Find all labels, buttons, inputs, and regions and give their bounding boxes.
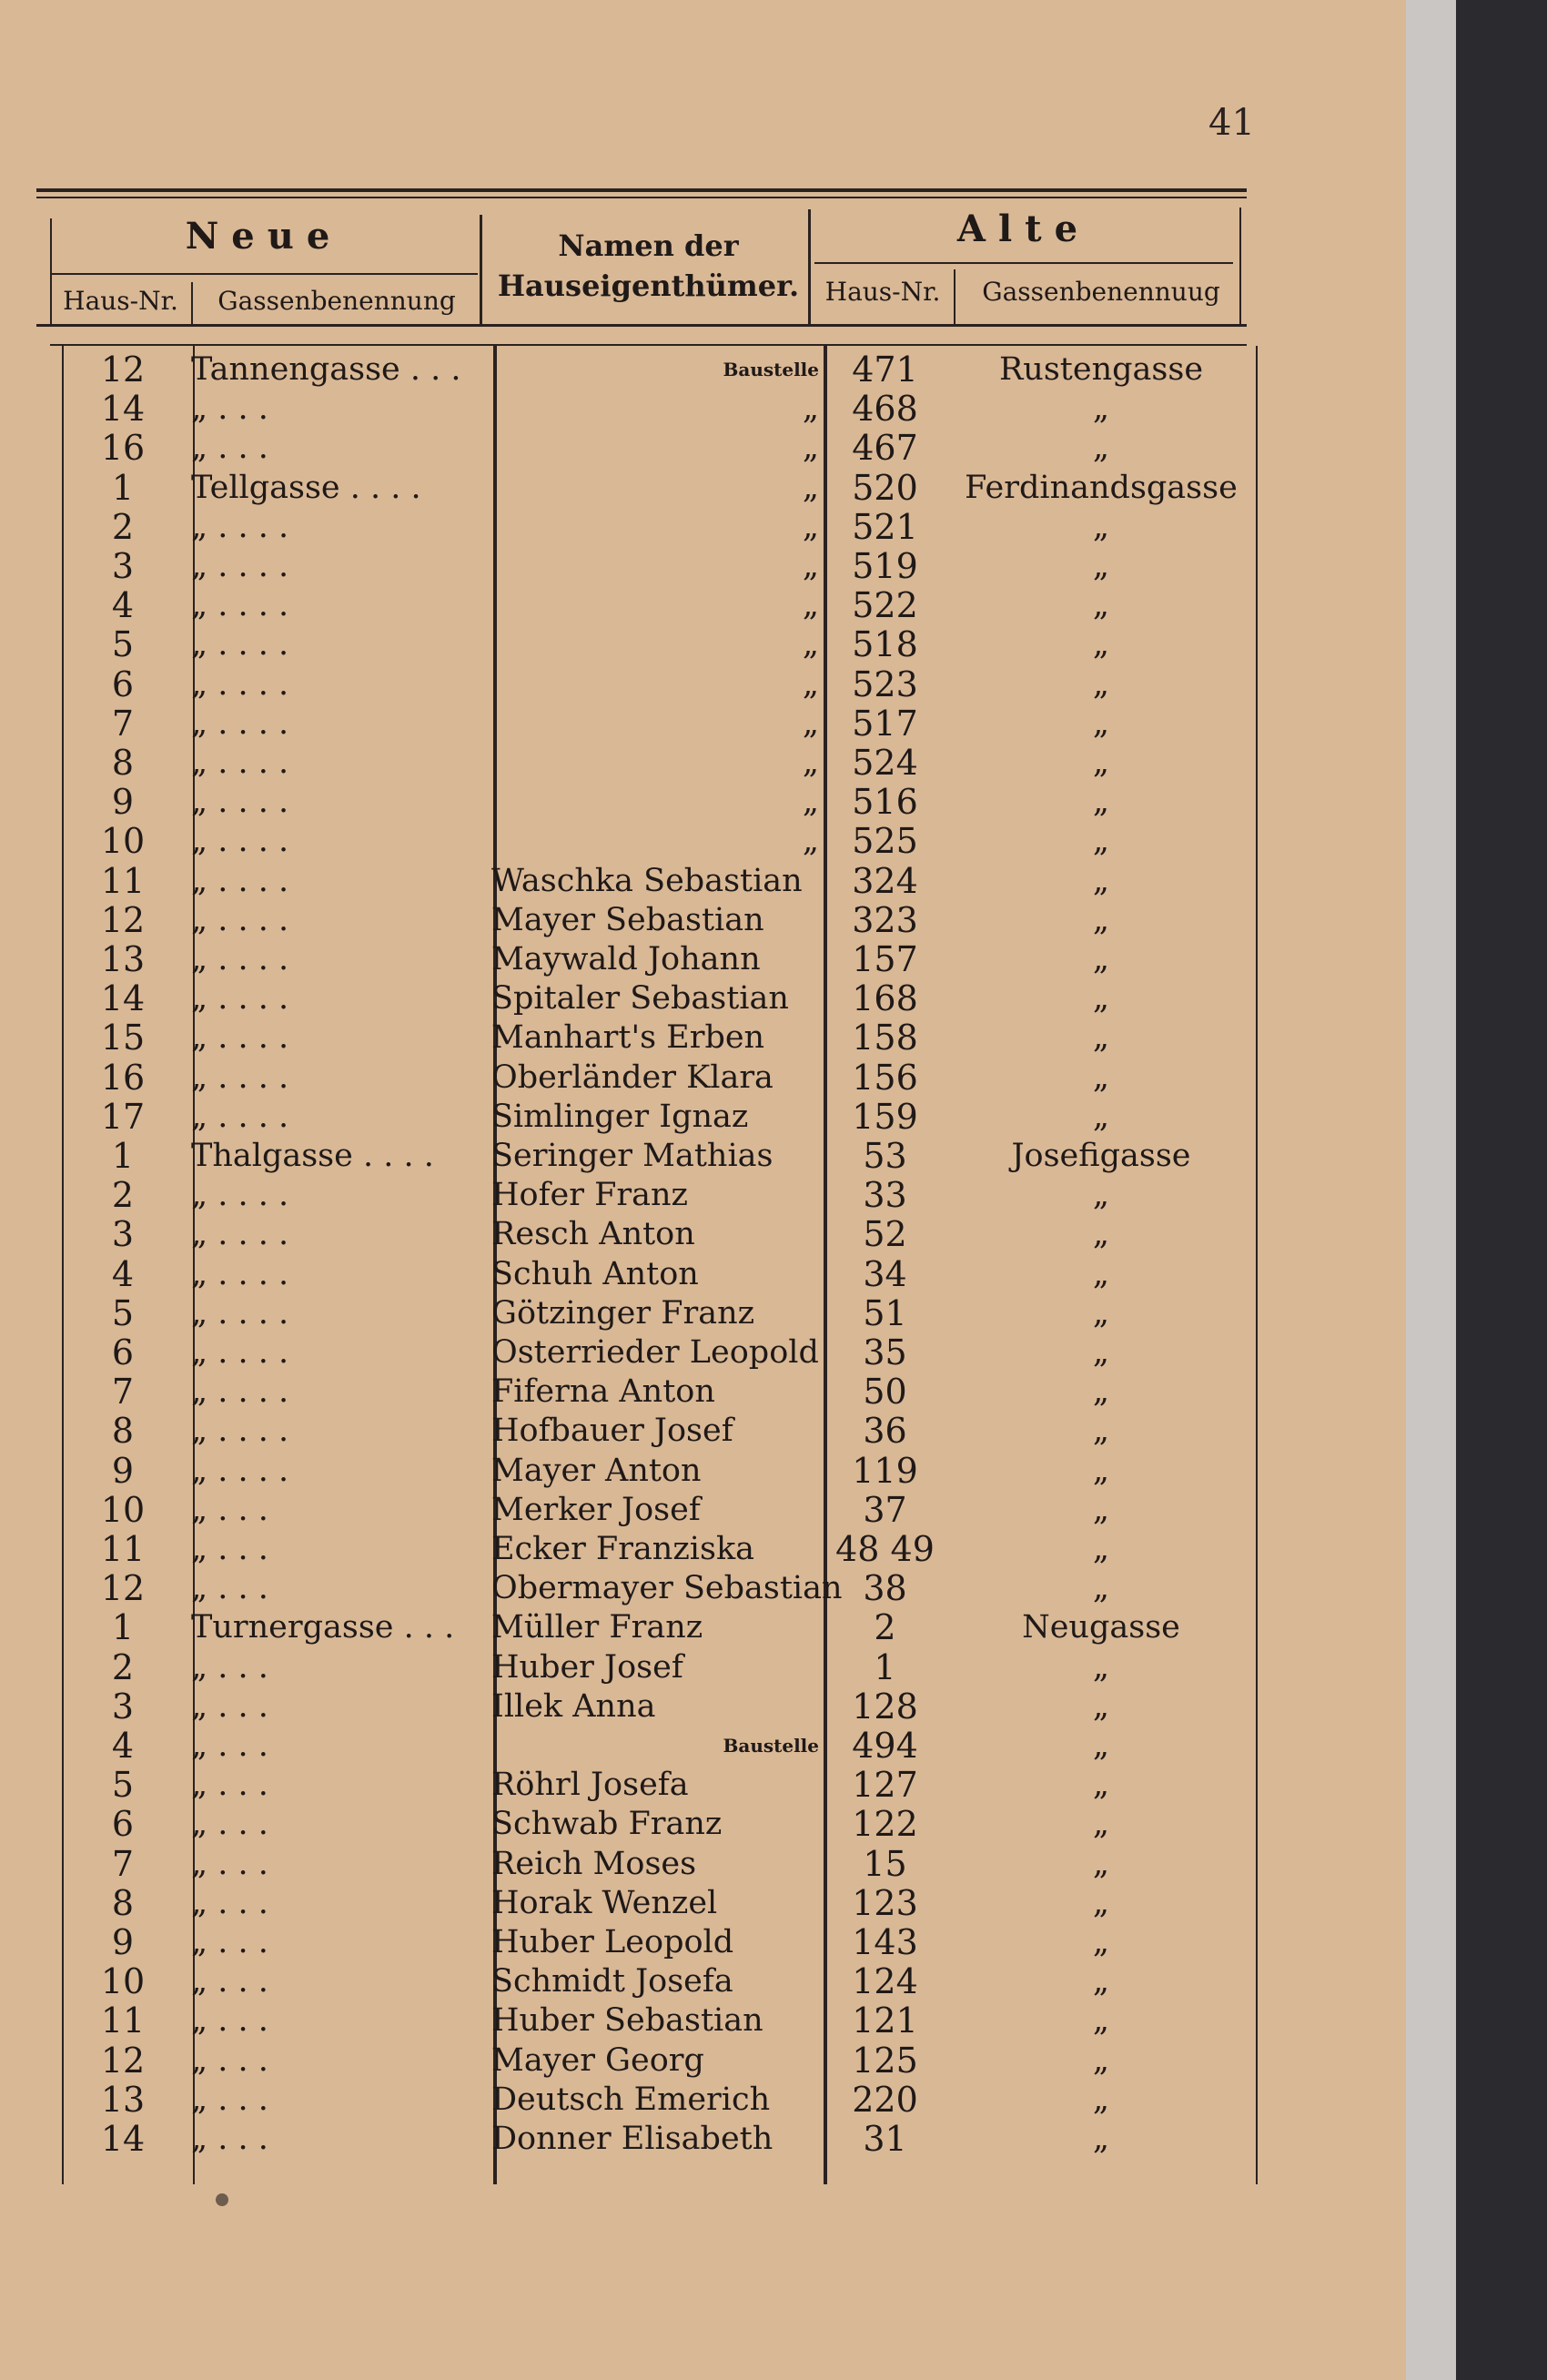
old-house-number: 517 bbox=[852, 703, 918, 744]
new-house-number: 10 bbox=[100, 1961, 146, 2002]
old-street-name: Josefigasse bbox=[1011, 1138, 1191, 1174]
header-neue-gasse: Gassenbenennung bbox=[217, 286, 456, 316]
owner-name: Hofbauer Josef bbox=[491, 1413, 733, 1450]
old-street-name: „ bbox=[1092, 626, 1110, 663]
new-street-name: „ . . . . bbox=[191, 1058, 289, 1096]
header-alte: Alte bbox=[956, 208, 1091, 250]
owner-name: „ bbox=[802, 508, 819, 545]
new-house-number: 11 bbox=[100, 2000, 146, 2041]
table-row bbox=[0, 1255, 1406, 1294]
new-street-name: „ . . . bbox=[191, 1884, 268, 1921]
old-street-name: „ bbox=[1092, 901, 1110, 938]
owner-name: Mayer Anton bbox=[491, 1452, 702, 1489]
header-neue-hausnr: Haus-Nr. bbox=[63, 286, 178, 316]
header-alte-gasse: Gassenbenennuug bbox=[982, 277, 1220, 307]
table-row bbox=[0, 862, 1406, 901]
table-row bbox=[0, 1648, 1406, 1687]
owner-name: Mayer Sebastian bbox=[491, 901, 764, 938]
new-street-name: „ . . . bbox=[191, 2041, 268, 2079]
table-row bbox=[0, 1530, 1406, 1569]
old-street-name: „ bbox=[1092, 1373, 1110, 1411]
table-row bbox=[0, 2120, 1406, 2159]
table-row bbox=[0, 665, 1406, 704]
old-house-number: 52 bbox=[863, 1214, 907, 1255]
old-house-number: 37 bbox=[863, 1489, 907, 1530]
new-street-name: „ . . . . bbox=[191, 1373, 289, 1411]
old-street-name: „ bbox=[1092, 2121, 1110, 2157]
new-street-name: „ . . . bbox=[191, 1727, 268, 1764]
owner-name: Donner Elisabeth bbox=[491, 2121, 774, 2157]
new-street-name: „ . . . . bbox=[191, 784, 289, 821]
owner-name: „ bbox=[802, 704, 819, 742]
old-street-name: „ bbox=[1092, 784, 1110, 821]
owner-name: Mayer Georg bbox=[491, 2041, 704, 2079]
table-row bbox=[0, 1608, 1406, 1647]
old-house-number: 48 49 bbox=[835, 1529, 935, 1569]
owner-name: Baustelle bbox=[723, 1735, 819, 1757]
table-row bbox=[0, 1333, 1406, 1372]
owner-name: „ bbox=[802, 469, 819, 506]
old-street-name: „ bbox=[1092, 1413, 1110, 1450]
new-house-number: 14 bbox=[100, 2119, 146, 2159]
old-street-name: „ bbox=[1092, 1255, 1110, 1292]
old-street-name: „ bbox=[1092, 980, 1110, 1018]
new-street-name: „ . . . bbox=[191, 1531, 268, 1567]
owner-name: „ bbox=[802, 430, 819, 467]
table-top-rule bbox=[36, 188, 1247, 192]
new-street-name: „ . . . . bbox=[191, 1452, 289, 1489]
owner-name: Osterrieder Leopold bbox=[491, 1334, 819, 1371]
new-street-name: „ . . . bbox=[191, 1806, 268, 1843]
new-street-name: „ . . . . bbox=[191, 587, 289, 624]
old-street-name: „ bbox=[1092, 1452, 1110, 1489]
old-house-number: 50 bbox=[863, 1372, 907, 1413]
owner-name: Horak Wenzel bbox=[491, 1884, 718, 1921]
new-house-number: 17 bbox=[100, 1096, 146, 1137]
table-row bbox=[0, 704, 1406, 744]
header-bottom-rule bbox=[36, 324, 1247, 327]
table-row bbox=[0, 822, 1406, 861]
new-house-number: 5 bbox=[111, 624, 135, 665]
new-house-number: 13 bbox=[100, 939, 146, 979]
header-alte-hausnr: Haus-Nr. bbox=[824, 277, 941, 307]
new-street-name: „ . . . . bbox=[191, 548, 289, 584]
owner-name: Huber Sebastian bbox=[491, 2002, 763, 2040]
new-street-name: „ . . . bbox=[191, 1963, 268, 2000]
table-row bbox=[0, 1098, 1406, 1137]
table-row bbox=[0, 1884, 1406, 1923]
new-house-number: 6 bbox=[111, 1804, 135, 1845]
old-street-name: „ bbox=[1092, 1767, 1110, 1804]
new-house-number: 7 bbox=[111, 703, 135, 744]
table-row bbox=[0, 469, 1406, 508]
table-row bbox=[0, 2081, 1406, 2120]
old-house-number: 168 bbox=[852, 978, 918, 1019]
new-street-name: „ . . . . bbox=[191, 704, 289, 742]
table-row bbox=[0, 1137, 1406, 1176]
new-house-number: 5 bbox=[111, 1765, 135, 1806]
old-house-number: 34 bbox=[863, 1253, 907, 1294]
old-house-number: 15 bbox=[863, 1843, 907, 1884]
old-house-number: 520 bbox=[852, 467, 918, 508]
new-house-number: 8 bbox=[111, 1882, 135, 1923]
page-number: 41 bbox=[1208, 102, 1255, 144]
new-street-name: „ . . . . bbox=[191, 626, 289, 663]
owner-name: Huber Leopold bbox=[491, 1924, 734, 1960]
table-row bbox=[0, 1294, 1406, 1333]
old-house-number: 525 bbox=[852, 821, 918, 862]
new-house-number: 5 bbox=[111, 1292, 135, 1333]
owner-name: Baustelle bbox=[723, 359, 819, 380]
old-house-number: 2 bbox=[874, 1607, 896, 1648]
old-house-number: 35 bbox=[863, 1332, 907, 1372]
header-divider-alte bbox=[954, 269, 956, 326]
table-row bbox=[0, 2001, 1406, 2041]
new-house-number: 2 bbox=[111, 506, 135, 547]
new-house-number: 12 bbox=[100, 899, 146, 940]
ink-stain bbox=[216, 2193, 228, 2206]
owner-name: Simlinger Ignaz bbox=[491, 1098, 749, 1135]
old-house-number: 516 bbox=[852, 782, 918, 823]
owner-name: Spitaler Sebastian bbox=[491, 980, 789, 1018]
old-street-name: „ bbox=[1092, 1177, 1110, 1214]
table-row bbox=[0, 1766, 1406, 1805]
header-right-border bbox=[1239, 208, 1241, 326]
new-street-name: „ . . . . bbox=[191, 1216, 289, 1253]
table-row bbox=[0, 1491, 1406, 1530]
old-street-name: „ bbox=[1092, 665, 1110, 703]
old-street-name: Ferdinandsgasse bbox=[965, 469, 1238, 506]
new-house-number: 16 bbox=[100, 428, 146, 469]
old-street-name: „ bbox=[1092, 587, 1110, 624]
new-house-number: 8 bbox=[111, 1411, 135, 1452]
table-row bbox=[0, 625, 1406, 664]
owner-name: Resch Anton bbox=[491, 1216, 695, 1253]
old-street-name: „ bbox=[1092, 1019, 1110, 1057]
new-house-number: 6 bbox=[111, 1332, 135, 1372]
page-edge bbox=[1406, 0, 1456, 2380]
new-house-number: 15 bbox=[100, 1018, 146, 1058]
old-street-name: „ bbox=[1092, 1294, 1110, 1332]
owner-name: „ bbox=[802, 390, 819, 428]
new-street-name: „ . . . bbox=[191, 1687, 268, 1725]
owner-name: Maywald Johann bbox=[491, 941, 761, 977]
table-row bbox=[0, 1372, 1406, 1412]
table-row bbox=[0, 1058, 1406, 1098]
new-house-number: 1 bbox=[111, 1607, 135, 1648]
old-street-name: „ bbox=[1092, 1216, 1110, 1253]
old-street-name: „ bbox=[1092, 1963, 1110, 2000]
table-row bbox=[0, 1962, 1406, 2001]
header-neue: Neue bbox=[185, 215, 343, 258]
table-row bbox=[0, 744, 1406, 783]
new-house-number: 13 bbox=[100, 2079, 146, 2120]
header-divider-neue bbox=[191, 282, 193, 326]
owner-name: Schmidt Josefa bbox=[491, 1963, 733, 2000]
owner-name: Huber Josef bbox=[491, 1648, 683, 1686]
new-street-name: „ . . . . bbox=[191, 862, 289, 899]
new-street-name: „ . . . bbox=[191, 1648, 268, 1686]
old-house-number: 125 bbox=[852, 2040, 918, 2081]
old-street-name: „ bbox=[1092, 744, 1110, 781]
new-house-number: 9 bbox=[111, 1450, 135, 1491]
old-house-number: 158 bbox=[852, 1018, 918, 1058]
old-street-name: „ bbox=[1092, 548, 1110, 584]
table-row bbox=[0, 1727, 1406, 1766]
new-house-number: 9 bbox=[111, 1922, 135, 1962]
new-house-number: 14 bbox=[100, 389, 146, 430]
header-neue-underline bbox=[50, 273, 478, 275]
table-row bbox=[0, 783, 1406, 822]
old-house-number: 524 bbox=[852, 743, 918, 783]
table-row bbox=[0, 1687, 1406, 1727]
new-street-name: „ . . . . bbox=[191, 823, 289, 860]
table-row bbox=[0, 1176, 1406, 1215]
old-house-number: 124 bbox=[852, 1961, 918, 2002]
old-house-number: 519 bbox=[852, 546, 918, 586]
table-row bbox=[0, 508, 1406, 547]
old-street-name: „ bbox=[1092, 1491, 1110, 1528]
header-divider-namen-right bbox=[808, 209, 811, 326]
new-house-number: 6 bbox=[111, 663, 135, 704]
old-street-name: „ bbox=[1092, 941, 1110, 977]
owner-name: Deutsch Emerich bbox=[491, 2081, 771, 2118]
new-house-number: 3 bbox=[111, 1214, 135, 1255]
old-house-number: 523 bbox=[852, 663, 918, 704]
old-street-name: „ bbox=[1092, 1570, 1110, 1607]
new-house-number: 2 bbox=[111, 1175, 135, 1216]
old-street-name: „ bbox=[1092, 430, 1110, 467]
table-row bbox=[0, 1805, 1406, 1844]
new-street-name: „ . . . . bbox=[191, 1413, 289, 1450]
new-house-number: 11 bbox=[100, 1529, 146, 1569]
header-alte-underline bbox=[814, 262, 1233, 264]
old-street-name: „ bbox=[1092, 1648, 1110, 1686]
old-street-name: „ bbox=[1092, 1531, 1110, 1567]
old-house-number: 51 bbox=[863, 1292, 907, 1333]
table-row bbox=[0, 1018, 1406, 1058]
owner-name: „ bbox=[802, 548, 819, 584]
old-house-number: 33 bbox=[863, 1175, 907, 1216]
old-house-number: 38 bbox=[863, 1568, 907, 1609]
header-left-border bbox=[50, 218, 52, 326]
owner-name: Oberländer Klara bbox=[491, 1058, 774, 1096]
new-street-name: „ . . . . bbox=[191, 1019, 289, 1057]
old-street-name: „ bbox=[1092, 823, 1110, 860]
old-house-number: 522 bbox=[852, 585, 918, 626]
new-street-name: Tellgasse . . . . bbox=[191, 469, 421, 506]
owner-name: Obermayer Sebastian bbox=[491, 1570, 843, 1607]
table-row bbox=[0, 1923, 1406, 1962]
old-street-name: „ bbox=[1092, 2041, 1110, 2079]
table-row bbox=[0, 429, 1406, 468]
new-street-name: „ . . . bbox=[191, 2002, 268, 2040]
old-street-name: „ bbox=[1092, 1924, 1110, 1960]
owner-name: „ bbox=[802, 744, 819, 781]
new-street-name: „ . . . bbox=[191, 1491, 268, 1528]
table-row bbox=[0, 901, 1406, 940]
new-house-number: 2 bbox=[111, 1646, 135, 1687]
table-row bbox=[0, 1412, 1406, 1451]
new-street-name: „ . . . bbox=[191, 430, 268, 467]
old-house-number: 467 bbox=[852, 428, 918, 469]
new-street-name: „ . . . bbox=[191, 1845, 268, 1882]
new-house-number: 12 bbox=[100, 2040, 146, 2081]
new-street-name: „ . . . . bbox=[191, 901, 289, 938]
table-row bbox=[0, 1845, 1406, 1884]
owner-name: „ bbox=[802, 665, 819, 703]
old-house-number: 53 bbox=[863, 1136, 907, 1176]
owner-name: Fiferna Anton bbox=[491, 1373, 715, 1411]
old-house-number: 121 bbox=[852, 2000, 918, 2041]
new-house-number: 8 bbox=[111, 743, 135, 783]
owner-name: Schwab Franz bbox=[491, 1806, 723, 1843]
new-street-name: „ . . . bbox=[191, 390, 268, 428]
new-street-name: „ . . . . bbox=[191, 665, 289, 703]
owner-name: Schuh Anton bbox=[491, 1255, 699, 1292]
old-street-name: „ bbox=[1092, 2081, 1110, 2118]
new-street-name: „ . . . . bbox=[191, 980, 289, 1018]
owner-name: „ bbox=[802, 784, 819, 821]
table-row bbox=[0, 979, 1406, 1018]
old-house-number: 471 bbox=[852, 349, 918, 390]
old-house-number: 1 bbox=[874, 1646, 896, 1687]
body-top-rule bbox=[50, 344, 1247, 346]
old-street-name: „ bbox=[1092, 2002, 1110, 2040]
new-street-name: Tannengasse . . . bbox=[191, 351, 461, 388]
old-house-number: 518 bbox=[852, 624, 918, 665]
old-street-name: „ bbox=[1092, 1334, 1110, 1371]
owner-name: Reich Moses bbox=[491, 1845, 697, 1882]
owner-name: Waschka Sebastian bbox=[491, 862, 803, 899]
old-house-number: 323 bbox=[852, 899, 918, 940]
table-row bbox=[0, 350, 1406, 390]
old-house-number: 468 bbox=[852, 389, 918, 430]
header-namen-line2: Hauseigenthümer. bbox=[497, 268, 800, 303]
old-house-number: 31 bbox=[863, 2119, 907, 2159]
new-house-number: 9 bbox=[111, 782, 135, 823]
table-top-rule-thin bbox=[36, 197, 1247, 198]
owner-name: Müller Franz bbox=[491, 1609, 703, 1646]
new-street-name: „ . . . bbox=[191, 1767, 268, 1804]
old-street-name: „ bbox=[1092, 1845, 1110, 1882]
old-house-number: 156 bbox=[852, 1057, 918, 1098]
new-house-number: 4 bbox=[111, 1253, 135, 1294]
owner-name: Merker Josef bbox=[491, 1491, 701, 1528]
new-house-number: 1 bbox=[111, 467, 135, 508]
new-house-number: 12 bbox=[100, 1568, 146, 1609]
new-house-number: 16 bbox=[100, 1057, 146, 1098]
owner-name: „ bbox=[802, 587, 819, 624]
old-street-name: „ bbox=[1092, 1687, 1110, 1725]
table-row bbox=[0, 1569, 1406, 1608]
old-street-name: „ bbox=[1092, 1884, 1110, 1921]
new-street-name: Turnergasse . . . bbox=[191, 1609, 455, 1646]
new-house-number: 10 bbox=[100, 1489, 146, 1530]
owner-name: Götzinger Franz bbox=[491, 1294, 755, 1332]
old-house-number: 36 bbox=[863, 1411, 907, 1452]
old-house-number: 127 bbox=[852, 1765, 918, 1806]
table-row bbox=[0, 1215, 1406, 1254]
old-street-name: „ bbox=[1092, 1098, 1110, 1135]
new-street-name: „ . . . . bbox=[191, 1334, 289, 1371]
table-row bbox=[0, 547, 1406, 586]
owner-name: Seringer Mathias bbox=[491, 1138, 774, 1174]
old-street-name: „ bbox=[1092, 508, 1110, 545]
old-street-name: Rustengasse bbox=[998, 351, 1204, 388]
old-street-name: „ bbox=[1092, 1727, 1110, 1764]
old-street-name: „ bbox=[1092, 1806, 1110, 1843]
new-street-name: „ . . . . bbox=[191, 508, 289, 545]
old-house-number: 128 bbox=[852, 1686, 918, 1727]
new-street-name: „ . . . . bbox=[191, 941, 289, 977]
old-house-number: 157 bbox=[852, 939, 918, 979]
table-row bbox=[0, 2041, 1406, 2081]
owner-name: Manhart's Erben bbox=[491, 1019, 765, 1057]
new-house-number: 14 bbox=[100, 978, 146, 1019]
header-divider-namen-left bbox=[480, 215, 482, 326]
old-house-number: 159 bbox=[852, 1096, 918, 1137]
header-namen-line1: Namen der bbox=[558, 228, 739, 263]
table-row bbox=[0, 940, 1406, 979]
new-street-name: „ . . . . bbox=[191, 744, 289, 781]
old-street-name: Neugasse bbox=[1022, 1609, 1180, 1646]
old-house-number: 521 bbox=[852, 506, 918, 547]
new-street-name: „ . . . . bbox=[191, 1294, 289, 1332]
old-house-number: 494 bbox=[852, 1726, 918, 1766]
new-house-number: 4 bbox=[111, 1726, 135, 1766]
old-street-name: „ bbox=[1092, 1058, 1110, 1096]
old-house-number: 324 bbox=[852, 860, 918, 901]
new-house-number: 3 bbox=[111, 546, 135, 586]
table-row bbox=[0, 586, 1406, 625]
old-street-name: „ bbox=[1092, 390, 1110, 428]
old-street-name: „ bbox=[1092, 704, 1110, 742]
owner-name: Ecker Franziska bbox=[491, 1531, 755, 1567]
new-street-name: „ . . . bbox=[191, 1924, 268, 1960]
table-row bbox=[0, 1452, 1406, 1491]
owner-name: Illek Anna bbox=[491, 1687, 656, 1725]
old-house-number: 122 bbox=[852, 1804, 918, 1845]
old-house-number: 220 bbox=[852, 2079, 918, 2120]
old-house-number: 143 bbox=[852, 1922, 918, 1962]
new-house-number: 11 bbox=[100, 860, 146, 901]
new-street-name: „ . . . bbox=[191, 2081, 268, 2118]
new-street-name: „ . . . . bbox=[191, 1255, 289, 1292]
owner-name: Röhrl Josefa bbox=[491, 1767, 689, 1804]
new-house-number: 10 bbox=[100, 821, 146, 862]
owner-name: Hofer Franz bbox=[491, 1177, 688, 1214]
new-street-name: „ . . . bbox=[191, 1570, 268, 1607]
old-house-number: 119 bbox=[852, 1450, 918, 1491]
new-house-number: 4 bbox=[111, 585, 135, 626]
new-house-number: 1 bbox=[111, 1136, 135, 1176]
new-street-name: Thalgasse . . . . bbox=[191, 1138, 434, 1174]
owner-name: „ bbox=[802, 823, 819, 860]
owner-name: „ bbox=[802, 626, 819, 663]
new-house-number: 7 bbox=[111, 1843, 135, 1884]
new-street-name: „ . . . . bbox=[191, 1177, 289, 1214]
new-house-number: 7 bbox=[111, 1372, 135, 1413]
new-house-number: 12 bbox=[100, 349, 146, 390]
new-house-number: 3 bbox=[111, 1686, 135, 1727]
old-house-number: 123 bbox=[852, 1882, 918, 1923]
new-street-name: „ . . . . bbox=[191, 1098, 289, 1135]
old-street-name: „ bbox=[1092, 862, 1110, 899]
table-row bbox=[0, 390, 1406, 429]
new-street-name: „ . . . bbox=[191, 2121, 268, 2157]
